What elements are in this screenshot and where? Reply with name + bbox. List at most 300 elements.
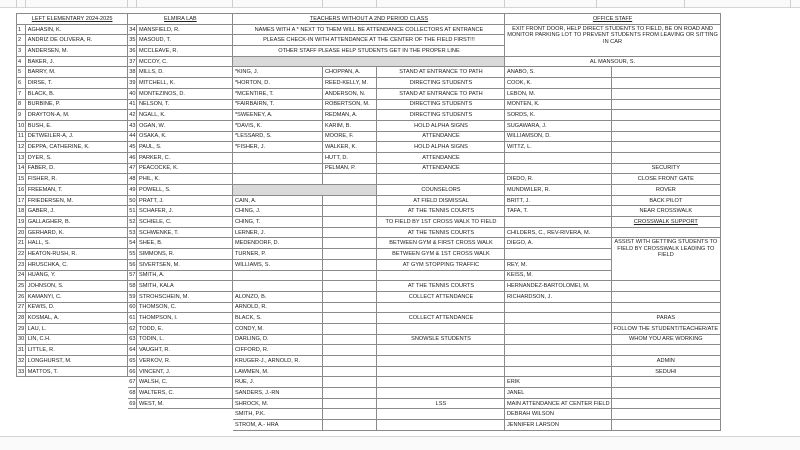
staff-name-1: LERNER, J. xyxy=(233,227,323,238)
teachers-header: TEACHERS WITHOUT A 2ND PERIOD CLASS xyxy=(233,14,505,25)
staff-name-1: BLACK, S. xyxy=(233,313,323,324)
student-name: NELSON, T. xyxy=(137,99,233,110)
office-staff-name: DIEDO, R. xyxy=(505,174,612,185)
student-name: SCHWENKE, T. xyxy=(137,227,233,238)
empty-cell xyxy=(17,398,26,409)
staff-name-1: *KING, J. xyxy=(233,67,323,78)
row-number: 52 xyxy=(128,217,137,228)
office-staff-name: HERNANDEZ-BARTOLOMEI, M. xyxy=(505,281,612,292)
office-staff-name: ANABO, S. xyxy=(505,67,612,78)
duty-assignment: ATTENDANCE xyxy=(377,152,505,163)
staff-name-1: KRUGER-J., ARNOLD, R. xyxy=(233,356,323,367)
student-name: THOMSON, C. xyxy=(137,302,233,313)
role-cell xyxy=(612,302,721,313)
office-staff-name: BRITT, J. xyxy=(505,195,612,206)
office-staff-name: SUGAWARA, J. xyxy=(505,120,612,131)
office-staff-name: ERIK xyxy=(505,377,612,388)
role-cell xyxy=(612,377,721,388)
counselors-header: COUNSELORS xyxy=(377,185,505,196)
staff-name-1: RUE, J. xyxy=(233,377,323,388)
row-number: 37 xyxy=(128,56,137,67)
student-name: MANSFIELD, R. xyxy=(137,24,233,35)
staff-name-2: KARIM, B. xyxy=(323,120,377,131)
staff-name-2 xyxy=(323,377,377,388)
sheet-row xyxy=(17,409,721,420)
student-name: HEATON-RUSH, R. xyxy=(26,249,128,260)
column-tick xyxy=(684,0,685,8)
office-header: OFFICE STAFF xyxy=(505,14,720,25)
row-number: 63 xyxy=(128,334,137,345)
role-cell xyxy=(612,142,721,153)
staff-name-1: ALONZO, B. xyxy=(233,291,323,302)
col-b-header: ELMIRA LAB xyxy=(128,14,233,25)
student-name: JOHNSON, S. xyxy=(26,281,128,292)
column-tick xyxy=(790,0,791,8)
student-name: PRATT, J. xyxy=(137,195,233,206)
sheet-row xyxy=(17,291,721,302)
row-number: 68 xyxy=(128,388,137,399)
student-name: FISHER, R. xyxy=(26,174,128,185)
staff-name-2 xyxy=(323,174,377,185)
sheet-row xyxy=(17,163,721,174)
student-name: PAUL, S. xyxy=(137,142,233,153)
staff-name-1: SANDERS, J.-RN xyxy=(233,388,323,399)
staff-name-1 xyxy=(233,174,323,185)
row-number: 38 xyxy=(128,67,137,78)
student-name: OSAKA, K. xyxy=(137,131,233,142)
student-name: DEPPA, CATHERINE, K. xyxy=(26,142,128,153)
role-cell xyxy=(612,398,721,409)
teachers-note-1: NAMES WITH A * NEXT TO THEM WILL BE ATTENDANCE COLLECTORS AT ENTRANCE xyxy=(233,24,505,35)
office-staff-name: LEBON, M. xyxy=(505,88,612,99)
office-staff-name: REY, M. xyxy=(505,259,612,270)
row-number: 55 xyxy=(128,249,137,260)
role-cell xyxy=(612,110,721,121)
sheet-row xyxy=(17,206,721,217)
student-name: LIN, C.H. xyxy=(26,334,128,345)
staff-name-2 xyxy=(323,356,377,367)
staff-name-1: *SWEENEY, A. xyxy=(233,110,323,121)
student-name: WALTERS, C. xyxy=(137,388,233,399)
duty-assignment: BETWEEN GYM & FIRST CROSS WALK xyxy=(377,238,505,249)
row-number: 32 xyxy=(17,356,26,367)
duty-assignment xyxy=(377,388,505,399)
col-a-header: LEFT ELEMENTARY 2024-2025 xyxy=(17,14,128,25)
staff-name-1: CAIN, A. xyxy=(233,195,323,206)
staff-name-1: DARLING, D. xyxy=(233,334,323,345)
row-number: 39 xyxy=(128,78,137,89)
student-name: TODIN, L. xyxy=(137,334,233,345)
staff-name-1: ARNOLD, R. xyxy=(233,302,323,313)
staff-name-2 xyxy=(323,206,377,217)
row-number: 20 xyxy=(17,227,26,238)
student-name: MATTOS, T. xyxy=(26,366,128,377)
office-lead: AL MANSOUR, S. xyxy=(505,56,720,67)
row-number: 15 xyxy=(17,174,26,185)
duty-assignment: LSS xyxy=(377,398,505,409)
role-cell xyxy=(612,67,721,78)
empty-cell xyxy=(17,388,26,399)
student-name: SCHIELE, C. xyxy=(137,217,233,228)
row-number: 4 xyxy=(17,56,26,67)
student-name: DRAYTON-A, M. xyxy=(26,110,128,121)
duty-assignment: AT THE TENNIS COURTS xyxy=(377,227,505,238)
office-staff-name xyxy=(505,249,612,260)
row-number: 22 xyxy=(17,249,26,260)
empty-cell xyxy=(128,409,137,420)
crosswalk-header: CROSSWALK SUPPORT xyxy=(612,217,721,228)
row-number: 14 xyxy=(17,163,26,174)
back-pilot-label: BACK PILOT xyxy=(612,195,721,206)
row-number: 1 xyxy=(17,24,26,35)
column-tick xyxy=(376,0,377,8)
staff-name-1: CHING, J. xyxy=(233,206,323,217)
staff-name-1: *FISHER, J. xyxy=(233,142,323,153)
staff-name-2 xyxy=(323,227,377,238)
role-cell xyxy=(612,152,721,163)
office-staff-name: DIEGO, A. xyxy=(505,238,612,249)
row-number: 29 xyxy=(17,323,26,334)
student-name: GERHARD, K. xyxy=(26,227,128,238)
staff-name-2 xyxy=(323,270,377,281)
paras-label: PARAS xyxy=(612,313,721,324)
column-tick xyxy=(232,0,233,8)
staff-name-2 xyxy=(323,388,377,399)
student-name: LITTLE, R. xyxy=(26,345,128,356)
column-tick xyxy=(322,0,323,8)
student-name: MCCLEAVE, R. xyxy=(137,46,233,57)
row-number: 11 xyxy=(17,131,26,142)
student-name: LONGHURST, M. xyxy=(26,356,128,367)
staff-name-2 xyxy=(323,238,377,249)
column-tick xyxy=(136,0,137,8)
empty-cell xyxy=(26,409,128,420)
student-name: POWELL, S. xyxy=(137,185,233,196)
office-staff-name: JANEL xyxy=(505,388,612,399)
office-staff-name xyxy=(505,302,612,313)
staff-name-2 xyxy=(323,302,377,313)
row-number: 69 xyxy=(128,398,137,409)
staff-name-2 xyxy=(323,259,377,270)
row-number: 24 xyxy=(17,270,26,281)
row-number: 46 xyxy=(128,152,137,163)
office-staff-name: TAFA, T. xyxy=(505,206,612,217)
student-name: VAUGHT, R. xyxy=(137,345,233,356)
staff-name-1: *MCENTIRE, T. xyxy=(233,88,323,99)
row-number: 61 xyxy=(128,313,137,324)
student-name: TODD, E. xyxy=(137,323,233,334)
sheet-row xyxy=(17,99,721,110)
student-name: SMITH, A. xyxy=(137,270,233,281)
admin-name: SEDUHI xyxy=(612,366,721,377)
student-name: DIRSE, T. xyxy=(26,78,128,89)
duty-assignment: HOLD ALPHA SIGNS xyxy=(377,142,505,153)
row-number: 3 xyxy=(17,46,26,57)
row-number: 13 xyxy=(17,152,26,163)
back-pilot-assignment: NEAR CROSSWALK xyxy=(612,206,721,217)
column-header-bar xyxy=(0,0,800,8)
staff-name-2 xyxy=(323,420,377,431)
sheet-row xyxy=(17,377,721,388)
duty-assignment xyxy=(377,302,505,313)
crosswalk-note: ASSIST WITH GETTING STUDENTS TO FIELD BY CROSSWALK LEADING TO FIELD xyxy=(612,238,721,281)
office-staff-name: RICHARDSON, J. xyxy=(505,291,612,302)
role-cell xyxy=(612,99,721,110)
staff-name-1: *DAVIS, K. xyxy=(233,120,323,131)
row-number: 53 xyxy=(128,227,137,238)
empty-cell xyxy=(137,420,233,431)
student-name: KOSMAL, A. xyxy=(26,313,128,324)
staff-name-2 xyxy=(323,398,377,409)
office-staff-name: SORDS, K. xyxy=(505,110,612,121)
office-staff-name xyxy=(505,334,612,345)
office-staff-name xyxy=(505,163,612,174)
empty-cell xyxy=(26,377,128,388)
staff-name-2: WALKER, K. xyxy=(323,142,377,153)
sheet-row xyxy=(17,302,721,313)
row-number: 23 xyxy=(17,259,26,270)
empty-cell xyxy=(17,377,26,388)
duty-assignment: SNOWSLE STUDENTS xyxy=(377,334,505,345)
office-staff-name: COOK, K. xyxy=(505,78,612,89)
sheet-row xyxy=(17,334,721,345)
student-name: WEST, M. xyxy=(137,398,233,409)
student-name: DETWEILER-A, J. xyxy=(26,131,128,142)
sheet-row xyxy=(17,110,721,121)
security-assignment: CLOSE FRONT GATE xyxy=(612,174,721,185)
student-name: ANDRIZ DE OLIVERA, R. xyxy=(26,35,128,46)
sheet-row xyxy=(17,356,721,367)
staff-name-1 xyxy=(233,281,323,292)
student-name: BURBINE, P. xyxy=(26,99,128,110)
student-name: PHIL, K. xyxy=(137,174,233,185)
row-number: 59 xyxy=(128,291,137,302)
duty-assignment: ATTENDANCE xyxy=(377,131,505,142)
duty-assignment xyxy=(377,323,505,334)
student-name: NGALL, K. xyxy=(137,110,233,121)
staff-name: MUNDWILER, R. xyxy=(505,185,612,196)
duty-assignment: BETWEEN GYM & 1ST CROSS WALK xyxy=(377,249,505,260)
duty-assignment xyxy=(377,377,505,388)
row-number: 50 xyxy=(128,195,137,206)
student-name: SHEE, B. xyxy=(137,238,233,249)
row-number: 9 xyxy=(17,110,26,121)
sheet-row xyxy=(17,388,721,399)
staff-name-1: LAWMEN, M. xyxy=(233,366,323,377)
row-number: 7 xyxy=(17,88,26,99)
student-name: LAU, L. xyxy=(26,323,128,334)
staff-name-2 xyxy=(323,366,377,377)
duty-assignment xyxy=(377,420,505,431)
staff-name-1: TURNER, P. xyxy=(233,249,323,260)
row-number: 18 xyxy=(17,206,26,217)
staff-name-1: *LESSARD, S. xyxy=(233,131,323,142)
student-name: SIVERTSEN, M. xyxy=(137,259,233,270)
admin-label: ADMIN xyxy=(612,356,721,367)
row-number: 56 xyxy=(128,259,137,270)
duty-assignment: STAND AT ENTRANCE TO PATH xyxy=(377,88,505,99)
role-cell xyxy=(612,420,721,431)
staff-name-2: PELMAN, P. xyxy=(323,163,377,174)
office-staff-name xyxy=(505,323,612,334)
role-cell xyxy=(612,131,721,142)
row-number: 40 xyxy=(128,88,137,99)
column-tick xyxy=(504,0,505,8)
student-name: SIMMONS, R. xyxy=(137,249,233,260)
row-number: 51 xyxy=(128,206,137,217)
row-number: 65 xyxy=(128,356,137,367)
student-name: FABER, D. xyxy=(26,163,128,174)
row-number: 35 xyxy=(128,35,137,46)
sheet-row xyxy=(17,174,721,185)
role-cell xyxy=(612,78,721,89)
staff-name-2 xyxy=(323,313,377,324)
student-name: MILLS, D. xyxy=(137,67,233,78)
paras-assignment-2: WHOM YOU ARE WORKING xyxy=(612,334,721,345)
teachers-note-3: OTHER STAFF PLEASE HELP STUDENTS GET IN THE PROPER LINE xyxy=(233,46,505,57)
sheet-row xyxy=(17,420,721,431)
office-staff-name: MONTEN, K. xyxy=(505,99,612,110)
staff-name-1 xyxy=(233,152,323,163)
office-staff-name: WITTZ, L. xyxy=(505,142,612,153)
staff-name-2 xyxy=(323,195,377,206)
row-number: 33 xyxy=(17,366,26,377)
office-staff-name: CHILDERS, C., REV-RIVERA, M. xyxy=(505,227,612,238)
student-name: SMITH, KALA xyxy=(137,281,233,292)
duty-assignment: AT THE TENNIS COURTS xyxy=(377,281,505,292)
staff-name-1: CONDY, M. xyxy=(233,323,323,334)
staff-name-2: CHOPPAN, A. xyxy=(323,67,377,78)
row-number: 66 xyxy=(128,366,137,377)
duty-assignment xyxy=(377,356,505,367)
column-tick xyxy=(25,0,26,8)
student-name: STROHSCHEIN, M. xyxy=(137,291,233,302)
student-name: THOMPSON, I. xyxy=(137,313,233,324)
rover-label: ROVER xyxy=(612,185,721,196)
row-number: 41 xyxy=(128,99,137,110)
row-number: 36 xyxy=(128,46,137,57)
row-number: 17 xyxy=(17,195,26,206)
student-name: HRUSCHKA, C. xyxy=(26,259,128,270)
student-name: OGAN, W. xyxy=(137,120,233,131)
duty-assignment: TO FIELD BY 1ST CROSS WALK TO FIELD xyxy=(377,217,505,228)
staff-name-1: CHING, T. xyxy=(233,217,323,228)
duty-assignment xyxy=(377,174,505,185)
duty-assignment: HOLD ALPHA SIGNS xyxy=(377,120,505,131)
sheet-row xyxy=(17,366,721,377)
duty-assignment xyxy=(377,366,505,377)
row-number: 12 xyxy=(17,142,26,153)
staff-name-1: MEDENDORF, D. xyxy=(233,238,323,249)
office-staff-name: DEBRAH WILSON xyxy=(505,409,612,420)
row-number: 30 xyxy=(17,334,26,345)
sheet-row xyxy=(17,323,721,334)
row-number: 34 xyxy=(128,24,137,35)
staff-name-1: *FAIRBAIRN, T. xyxy=(233,99,323,110)
staff-name-1: STROM, A.- HRA xyxy=(233,420,323,431)
duty-assignment xyxy=(377,270,505,281)
student-name: PARKER, C. xyxy=(137,152,233,163)
role-cell xyxy=(612,281,721,292)
office-staff-name xyxy=(505,356,612,367)
sheet-row xyxy=(17,185,721,196)
empty-cell xyxy=(17,420,26,431)
row-number: 2 xyxy=(17,35,26,46)
sheet-row xyxy=(17,345,721,356)
student-name: WALSH, C. xyxy=(137,377,233,388)
row-number: 48 xyxy=(128,174,137,185)
student-name: BARRY, M. xyxy=(26,67,128,78)
office-note: EXIT FRONT DOOR, HELP DIRECT STUDENTS TO FIELD, BE ON ROAD AND MONITOR PARKING LOT TO PREVENT STUDENTS FROM LEAVING OR SITTING IN CAR xyxy=(505,24,720,56)
sheet-row xyxy=(17,238,721,249)
staff-name-2: ROBERTSON, M. xyxy=(323,99,377,110)
role-cell xyxy=(612,120,721,131)
teachers-note-2: PLEASE CHECK-IN WITH ATTENDANCE AT THE CENTER OF THE FIELD FIRST!!! xyxy=(233,35,505,46)
sheet-row xyxy=(17,120,721,131)
staff-name-2 xyxy=(323,281,377,292)
staff-name-1: SHROCK, M. xyxy=(233,398,323,409)
student-name: BUSH, E. xyxy=(26,120,128,131)
role-cell xyxy=(612,291,721,302)
duty-assignment xyxy=(377,409,505,420)
row-number: 47 xyxy=(128,163,137,174)
row-number: 16 xyxy=(17,185,26,196)
row-number: 58 xyxy=(128,281,137,292)
staff-name-2 xyxy=(323,345,377,356)
student-name: SCHAFER, J. xyxy=(137,206,233,217)
row-number: 5 xyxy=(17,67,26,78)
row-number: 31 xyxy=(17,345,26,356)
empty-cell xyxy=(137,409,233,420)
duty-assignment: COLLECT ATTENDANCE xyxy=(377,313,505,324)
sheet-row xyxy=(17,56,721,67)
duty-assignment: ATTENDANCE xyxy=(377,163,505,174)
role-cell xyxy=(612,88,721,99)
sheet-row xyxy=(17,67,721,78)
sheet-row xyxy=(17,131,721,142)
staff-name-2: REED-KELLY, M. xyxy=(323,78,377,89)
sheet-row xyxy=(17,313,721,324)
duty-assignment: DIRECTING STUDENTS xyxy=(377,78,505,89)
student-name: FRIEDERSEN, M. xyxy=(26,195,128,206)
empty-cell xyxy=(17,409,26,420)
office-staff-name xyxy=(505,366,612,377)
empty-cell xyxy=(26,388,128,399)
row-number: 27 xyxy=(17,302,26,313)
student-name: BLACK, B. xyxy=(26,88,128,99)
row-number: 26 xyxy=(17,291,26,302)
office-staff-name xyxy=(505,313,612,324)
row-number: 62 xyxy=(128,323,137,334)
duty-assignment: DIRECTING STUDENTS xyxy=(377,110,505,121)
row-number: 43 xyxy=(128,120,137,131)
row-number: 19 xyxy=(17,217,26,228)
staff-name-1: WILLIAMS, S. xyxy=(233,259,323,270)
duty-assignment: DIRECTING STUDENTS xyxy=(377,99,505,110)
staff-name-1: CIFFORD, R. xyxy=(233,345,323,356)
office-staff-name: WILLIAMSON, D. xyxy=(505,131,612,142)
student-name: AGHASIN, K. xyxy=(26,24,128,35)
column-tick xyxy=(127,0,128,8)
duty-assignment: AT GYM STOPPING TRAFFIC xyxy=(377,259,505,270)
role-cell xyxy=(612,227,721,238)
student-name: GABER, J. xyxy=(26,206,128,217)
row-number: 49 xyxy=(128,185,137,196)
role-cell xyxy=(612,388,721,399)
staff-name-1: SMITH, P.K. xyxy=(233,409,323,420)
sheet-row xyxy=(17,24,721,35)
sheet-row xyxy=(17,142,721,153)
